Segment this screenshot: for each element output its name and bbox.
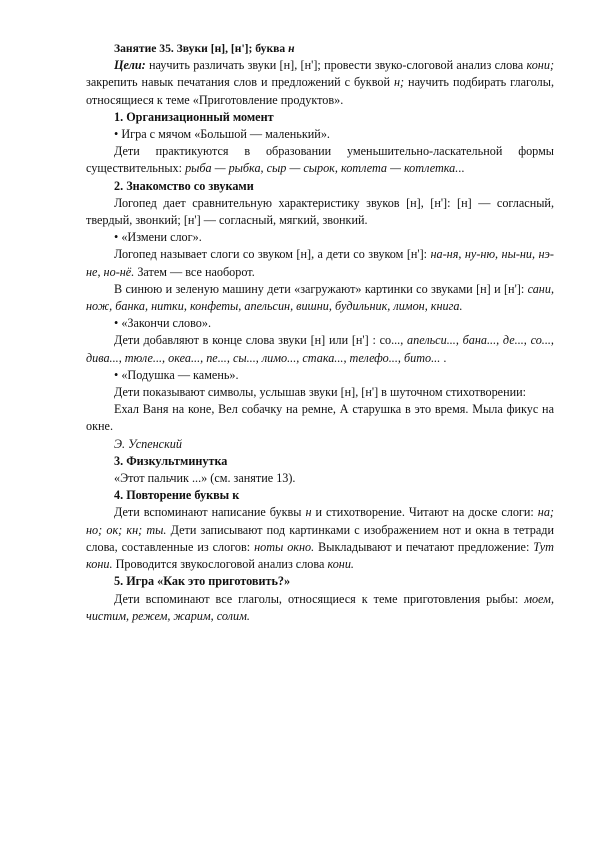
game-change-syllable: • «Измени слог». (114, 230, 202, 245)
game-ball: • Игра с мячом «Большой — маленький». (114, 127, 330, 142)
section4-text: Дети вспоминают написание буквы н и стихотворение. Читают на доске слоги: на; но; ок; кн; ты. Дети записывают под картинками с изображением нот и окна в тетради слова, составленные из слогов: ноты окно. Выкладывают и печатают предложение: Тут кони. Проводится звукослоговой анализ слова кони. (86, 505, 554, 572)
section2-p3: В синюю и зеленую машину дети «загружают» картинки со звуками [н] и [н']: сани, нож, банка, нитки, конфеты, апельсин, вишни, будильник, лимон, книга. (86, 281, 554, 314)
section2-p4: Дети добавляют в конце слова звуки [н] или [н'] : со..., апельси..., бана..., де..., со..., дива..., тюле..., океа..., пе..., сы..., лимо..., стака..., телефо..., бито... . (86, 333, 554, 365)
game-pillow-stone: • «Подушка — камень». (114, 367, 239, 382)
section2-p2: Логопед называет слоги со звуком [н], а дети со звуком [н']: на-ня, ну-ню, ны-ни, нэ-не, но-нё. Затем — все наоборот. (86, 247, 554, 279)
goals-paragraph: Цели: научить различать звуки [н], [н']; провести звуко-слоговой анализ слова кони; закрепить навык печатания слов и предложений с буквой н; научить подбирать глаголы, относящиеся к теме «Приготовление продуктов». (86, 58, 554, 107)
section5-text: Дети вспоминают все глаголы, относящиеся к теме приготовления рыбы: моем, чистим, режем, жарим, солим. (86, 591, 554, 623)
section-heading-3: 3. Физкультминутка (114, 453, 228, 468)
poem: Ехал Ваня на коне, Вел собачку на ремне, А старушка в это время. Мыла фикус на окне. (86, 402, 554, 434)
section1-text: Дети практикуются в образовании уменьшительно-ласкательной формы существительных: рыба — рыбка, сыр — сырок, котлета — котлетка... (86, 144, 554, 176)
section3-text: «Этот пальчик ...» (см. занятие 13). (114, 471, 296, 486)
game-finish-word: • «Закончи слово». (114, 316, 212, 331)
section-heading-5: 5. Игра «Как это приготовить?» (114, 574, 291, 589)
section-heading-1: 1. Организационный момент (114, 109, 274, 124)
section-heading-2: 2. Знакомство со звуками (114, 178, 254, 193)
section2-p1: Логопед дает сравнительную характеристику звуков [н], [н']: [н] — согласный, твердый, звонкий; [н'] — согласный, мягкий, звонкий. (86, 195, 554, 228)
section2-p5: Дети показывают символы, услышав звуки [н], [н'] в шуточном стихотворении: (114, 385, 527, 400)
document-body (86, 40, 554, 625)
section-heading-4: 4. Повторение буквы к (114, 488, 240, 503)
poem-author: Э. Успенский (114, 436, 182, 451)
lesson-title: Занятие 35. Звуки [н], [н']; буква н (114, 42, 295, 55)
